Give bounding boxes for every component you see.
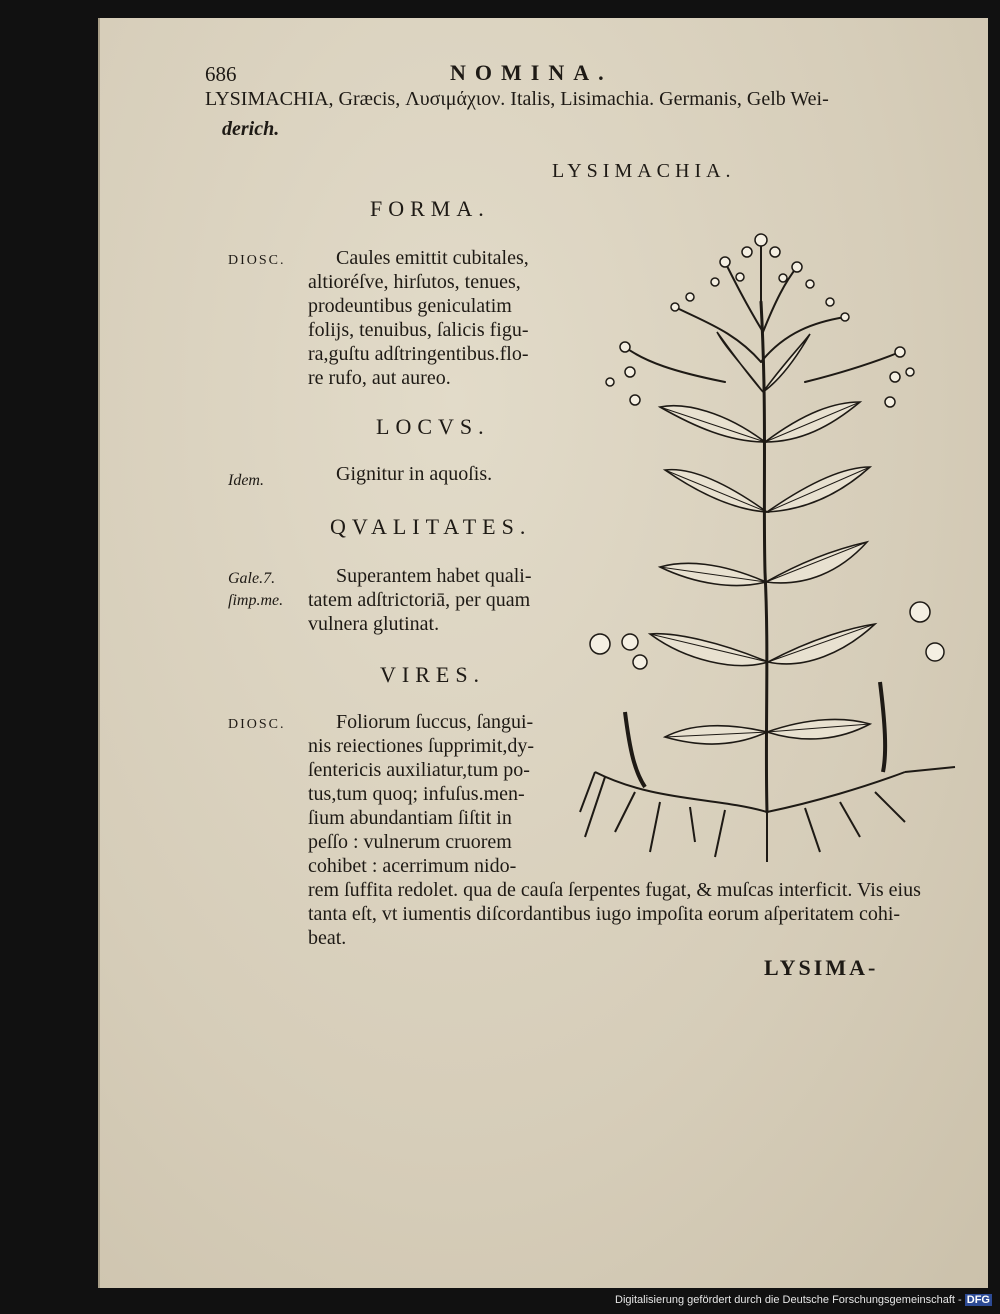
vires-line-1: Foliorum ſuccus, ſangui- [336,711,534,733]
forma-line-3: prodeuntibus geniculatim [308,295,512,317]
running-head: NOMINA. [450,60,613,85]
digitization-footer [615,1294,992,1306]
vires-full-line-3: beat. [308,927,347,949]
page-number: 686 [205,62,237,86]
vires-heading: VIRES. [380,662,486,687]
vires-line-5: ſium abundantiam ſiſtit in [308,807,512,829]
vires-line-7: cohibet : acerrimum nido- [308,855,517,877]
locus-line-1: Gignitur in aquoſis. [336,463,493,485]
forma-source: DIOSC. [228,253,286,268]
nomina-line-1: LYSIMACHIA, Græcis, Λυσιμάχιον. Italis, Lisimachia. Germanis, Gelb Wei- [205,88,829,110]
vires-line-2: nis reiectiones ſupprimit,dy- [308,735,535,757]
qualitates-line-1: Superantem habet quali- [336,565,532,587]
lysimachia-woodcut-illustration [485,212,965,862]
forma-line-5: ra,guſtu adſtringentibus.flo- [308,343,529,365]
footer-text: Digitalisierung gefördert durch die Deutsche Forschungsgemeinschaft - [615,1294,962,1306]
qualitates-source-2: ſimp.me. [228,592,284,609]
forma-line-2: altioréſve, hirſutos, tenues, [308,271,521,293]
nomina-line-2: derich. [222,118,280,140]
vires-full-line-1: rem ſuffita redolet. qua de cauſa ſerpentes fugat, & muſcas interficit. Vis eius [308,879,921,901]
plant-title: LYSIMACHIA. [552,160,736,182]
locus-heading: LOCVS. [376,414,490,439]
forma-line-1: Caules emittit cubitales, [336,247,529,269]
forma-heading: FORMA. [370,196,490,221]
vires-line-4: tus,tum quoq; infuſus.men- [308,783,525,805]
locus-source: Idem. [228,472,264,489]
dfg-logo: DFG [966,1294,990,1306]
qualitates-line-3: vulnera glutinat. [308,613,440,635]
vires-line-6: peſſo : vulnerum cruorem [308,831,512,853]
qualitates-heading: QVALITATES. [330,514,532,539]
vires-source: DIOSC. [228,717,286,732]
forma-line-4: folijs, tenuibus, ſalicis figu- [308,319,529,341]
qualitates-line-2: tatem adſtrictoriā, per quam [308,589,531,611]
catchword: LYSIMA- [764,955,879,980]
forma-line-6: re rufo, aut aureo. [308,367,451,389]
vires-full-line-2: tanta eſt, vt iumentis diſcordantibus iugo impoſita eorum aſperitatem cohi- [308,903,901,925]
vires-line-3: ſentericis auxiliatur,tum po- [308,759,530,781]
qualitates-source-1: Gale.7. [228,570,276,587]
